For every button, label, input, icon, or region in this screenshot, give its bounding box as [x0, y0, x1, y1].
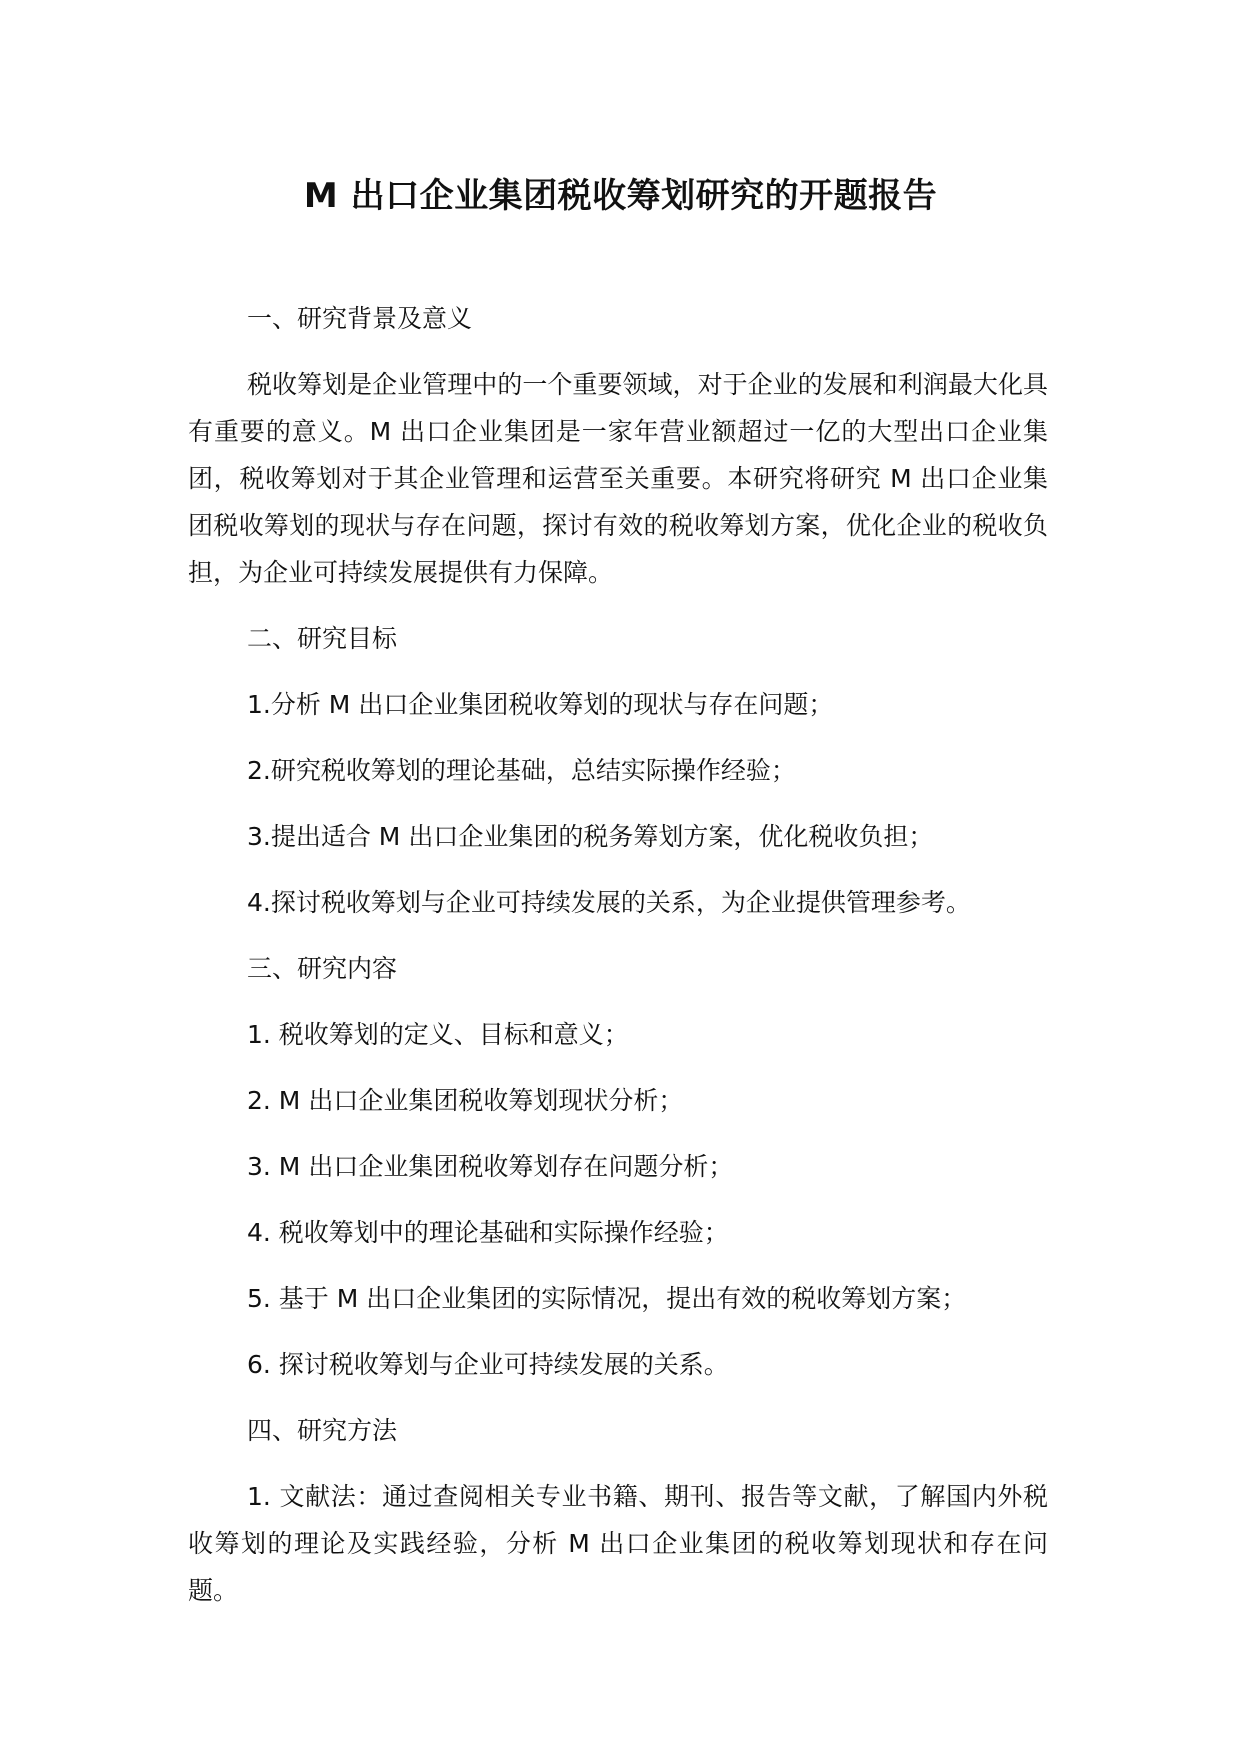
- objective-item: 2.研究税收筹划的理论基础，总结实际操作经验；: [247, 756, 796, 785]
- section-heading-methods: 四、研究方法: [247, 1416, 398, 1445]
- content-item: 6. 探讨税收筹划与企业可持续发展的关系。: [247, 1350, 729, 1379]
- section-paragraph-background: 税收筹划是企业管理中的一个重要领域，对于企业的发展和利润最大化具有重要的意义。M 出口企业集团是一家年营业额超过一亿的大型出口企业集团，税收筹划对于其企业管理和运营至关重要。本研究将研究 M 出口企业集团税收筹划的现状与存在问题，探讨有效的税收筹划方案，优化企业的税收负担，为企业可持续发展提供有力保障。: [188, 370, 1048, 587]
- objective-item: 3.提出适合 M 出口企业集团的税务筹划方案，优化税收负担；: [247, 822, 934, 851]
- section-heading-background: 一、研究背景及意义: [247, 304, 473, 333]
- section-heading-content: 三、研究内容: [247, 954, 398, 983]
- content-item: 2. M 出口企业集团税收筹划现状分析；: [247, 1086, 684, 1115]
- section-heading-objectives: 二、研究目标: [247, 624, 398, 653]
- content-item: 1. 税收筹划的定义、目标和意义；: [247, 1020, 629, 1049]
- content-item: 4. 税收筹划中的理论基础和实际操作经验；: [247, 1218, 729, 1247]
- objective-item: 1.分析 M 出口企业集团税收筹划的现状与存在问题；: [247, 690, 834, 719]
- content-item: 5. 基于 M 出口企业集团的实际情况，提出有效的税收筹划方案；: [247, 1284, 967, 1313]
- document-title: M 出口企业集团税收筹划研究的开题报告: [303, 176, 938, 216]
- document-body: [188, 295, 1048, 1633]
- section-paragraph-methods: 1. 文献法：通过查阅相关专业书籍、期刊、报告等文献，了解国内外税收筹划的理论及实践经验，分析 M 出口企业集团的税收筹划现状和存在问题。: [188, 1482, 1048, 1605]
- content-item: 3. M 出口企业集团税收筹划存在问题分析；: [247, 1152, 734, 1181]
- objective-item: 4.探讨税收筹划与企业可持续发展的关系，为企业提供管理参考。: [247, 888, 971, 917]
